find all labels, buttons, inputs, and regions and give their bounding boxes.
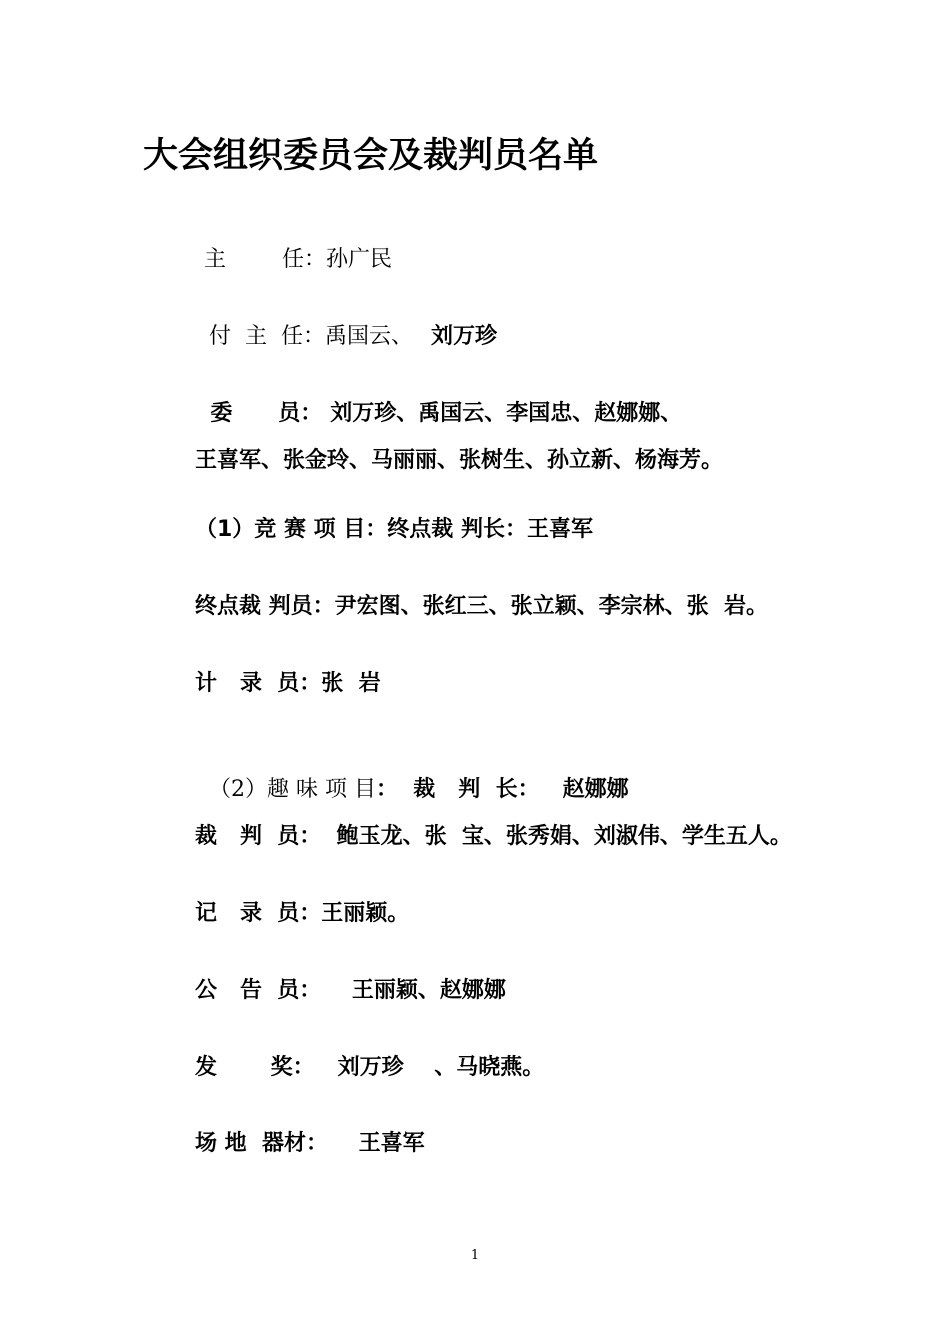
row-announcer: 公 告 员： 王丽颖、赵娜娜 xyxy=(195,978,506,1003)
members-value: 刘万珍、禹国云、李国忠、赵娜娜、 xyxy=(330,401,683,426)
row-judges: 裁 判 员： 鲍玉龙、张 宝、张秀娟、刘淑伟、学生五人。 xyxy=(195,824,792,849)
director-value: 孙广民 xyxy=(325,247,392,272)
row-awards: 发 奖： 刘万珍 、马晓燕。 xyxy=(195,1055,545,1080)
fun-item-label: （2）趣 味 项 目 xyxy=(209,777,376,802)
row-scorer: 计 录 员：张 岩 xyxy=(195,671,381,696)
row-director xyxy=(190,215,392,275)
row-members xyxy=(195,369,682,429)
vice-director-value-b: 刘万珍 xyxy=(431,324,498,349)
vice-director-value-a: 禹国云、 xyxy=(324,324,413,349)
row-recorder: 记 录 员：王丽颖。 xyxy=(195,901,410,926)
row-finish-judges: 终点裁 判员：尹宏图、张红三、张立颖、李宗林、张 岩。 xyxy=(195,594,768,619)
vice-director-label: 付 主 任： xyxy=(209,324,325,349)
page-number: 1 xyxy=(470,1248,480,1263)
row-fun-item xyxy=(195,745,629,805)
members-label: 委 员： xyxy=(210,401,323,426)
row-equipment: 场 地 器材： 王喜军 xyxy=(195,1131,425,1156)
fun-item-value: ： 裁 判 长： 赵娜娜 xyxy=(375,777,629,802)
director-label: 主 任： xyxy=(204,247,326,272)
row-race-item: （1）竞 赛 项 目：终点裁 判长：王喜军 xyxy=(195,517,593,542)
document-title: 大会组织委员会及裁判员名单 xyxy=(143,136,599,176)
row-members-continued: 王喜军、张金玲、马丽丽、张树生、孙立新、杨海芳。 xyxy=(195,448,724,473)
row-vice-director xyxy=(195,292,497,352)
